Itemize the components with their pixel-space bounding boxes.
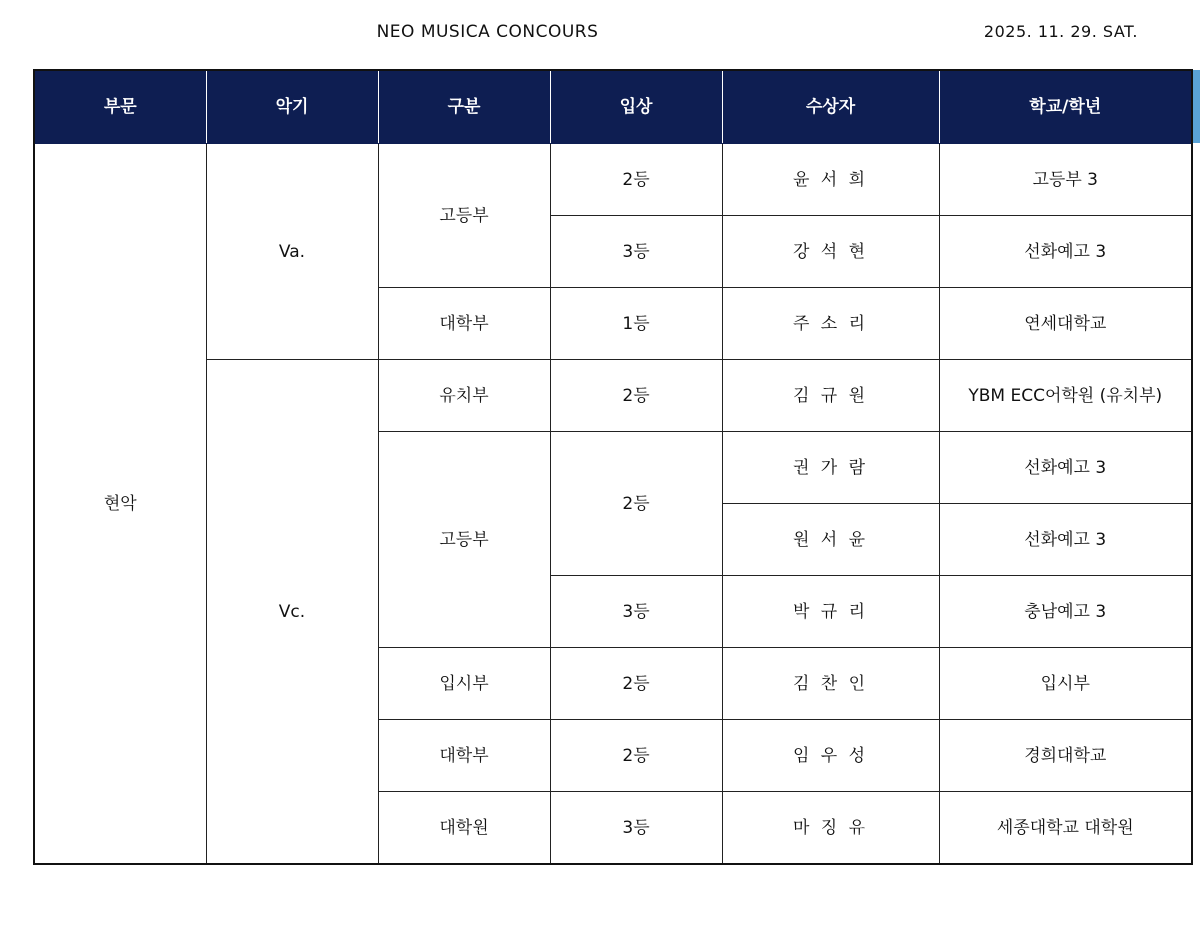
winner-cell: 박 규 리	[722, 576, 939, 648]
prize-cell: 3등	[550, 792, 722, 865]
winner-cell: 마 징 유	[722, 792, 939, 865]
category-cell: 대학부	[378, 288, 550, 360]
school-cell: 고등부 3	[939, 144, 1192, 216]
division-cell: 현악	[34, 144, 206, 865]
school-cell: 선화예고 3	[939, 216, 1192, 288]
school-cell: 연세대학교	[939, 288, 1192, 360]
winner-cell: 윤 서 희	[722, 144, 939, 216]
table-row	[34, 144, 1192, 216]
column-header-winner: 수상자	[722, 70, 939, 144]
prize-cell: 2등	[550, 432, 722, 576]
instrument-cell: Vc.	[206, 360, 378, 865]
prize-cell: 2등	[550, 144, 722, 216]
prize-cell: 2등	[550, 360, 722, 432]
column-header-prize: 입상	[550, 70, 722, 144]
category-cell: 고등부	[378, 144, 550, 288]
winner-cell: 주 소 리	[722, 288, 939, 360]
document-title: NEO MUSICA CONCOURS	[376, 22, 599, 42]
winner-cell: 원 서 윤	[722, 504, 939, 576]
prize-cell: 2등	[550, 720, 722, 792]
prize-cell: 3등	[550, 216, 722, 288]
category-cell: 고등부	[378, 432, 550, 648]
winner-cell: 김 찬 인	[722, 648, 939, 720]
event-date: 2025. 11. 29. SAT.	[983, 22, 1138, 41]
column-header-instrument: 악기	[206, 70, 378, 144]
winner-cell: 강 석 현	[722, 216, 939, 288]
school-cell: 세종대학교 대학원	[939, 792, 1192, 865]
instrument-cell: Va.	[206, 144, 378, 360]
winner-cell: 김 규 원	[722, 360, 939, 432]
column-header-school: 학교/학년	[939, 70, 1192, 144]
winner-cell: 권 가 람	[722, 432, 939, 504]
prize-cell: 3등	[550, 576, 722, 648]
category-cell: 유치부	[378, 360, 550, 432]
school-cell: YBM ECC어학원 (유치부)	[939, 360, 1192, 432]
results-table	[33, 69, 1193, 865]
school-cell: 경희대학교	[939, 720, 1192, 792]
category-cell: 대학원	[378, 792, 550, 865]
accent-bar	[1193, 70, 1200, 143]
school-cell: 선화예고 3	[939, 432, 1192, 504]
table-row	[34, 360, 1192, 432]
column-header-category: 구분	[378, 70, 550, 144]
prize-cell: 2등	[550, 648, 722, 720]
category-cell: 대학부	[378, 720, 550, 792]
school-cell: 입시부	[939, 648, 1192, 720]
column-header-division: 부문	[34, 70, 206, 144]
category-cell: 입시부	[378, 648, 550, 720]
table-header-row	[34, 70, 1192, 144]
winner-cell: 임 우 성	[722, 720, 939, 792]
school-cell: 선화예고 3	[939, 504, 1192, 576]
school-cell: 충남예고 3	[939, 576, 1192, 648]
prize-cell: 1등	[550, 288, 722, 360]
